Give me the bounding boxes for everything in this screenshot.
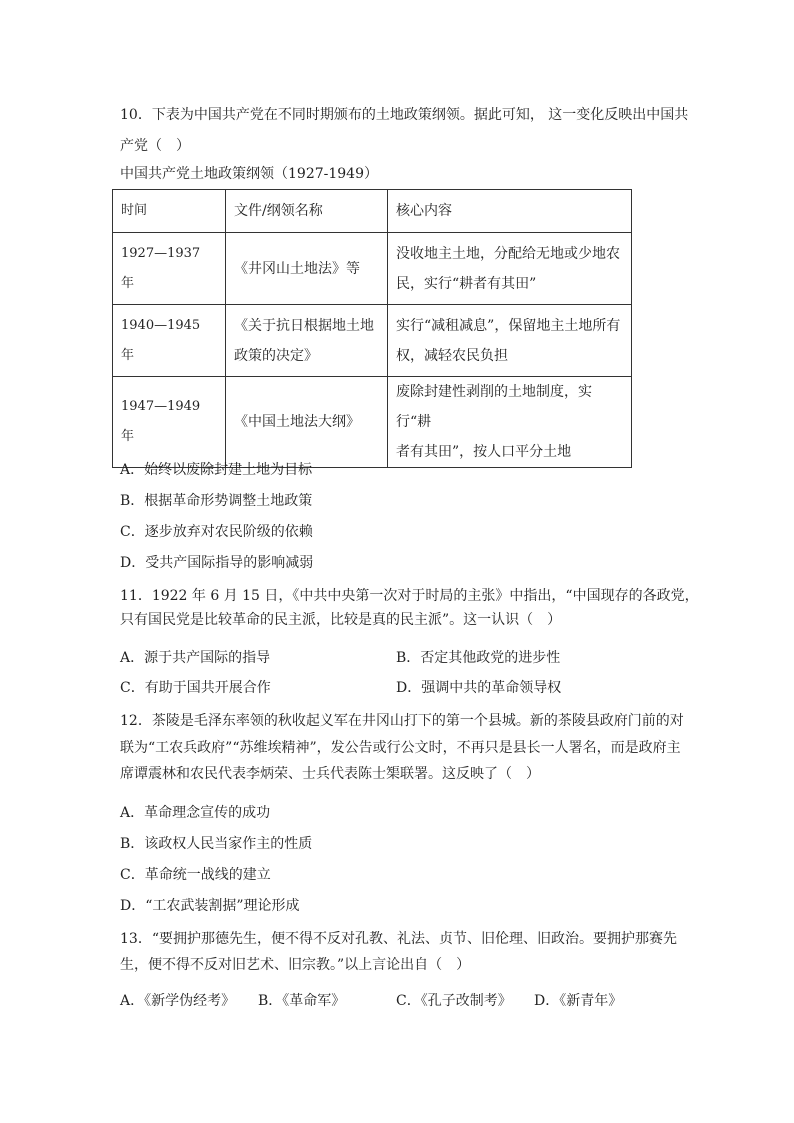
q11-stem-line1: 11．1922 年 6 月 15 日，《中共中央第一次对于时局的主张》中指出，“中国现存的各政党， — [120, 588, 699, 604]
cell-text-line: 《井冈山土地法》等 — [234, 260, 360, 277]
q12-stem-line3: 席谭震林和农民代表李炳荣、士兵代表陈士榘联署。这反映了（ ） — [120, 766, 540, 782]
q11-option-a: A．源于共产国际的指导 — [120, 650, 271, 666]
cell-text-line: 者有其田”，按人口平分土地 — [396, 444, 572, 460]
q12-option-c: C．革命统一战线的建立 — [120, 867, 271, 883]
q10-option-b: B．根据革命形势调整土地政策 — [120, 493, 313, 509]
cell-text-line: 实行“减租减息”，保留地主土地所有 — [396, 317, 621, 334]
q11-option-b: B．否定其他政党的进步性 — [396, 650, 561, 666]
cell-core-content — [388, 377, 632, 468]
cell-document-name — [226, 233, 388, 305]
q10-table-caption: 中国共产党土地政策纲领（1927-1949） — [120, 166, 378, 182]
q11-stem-line2: 只有国民党是比较革命的民主派，比较是真的民主派”。这一认识（ ） — [120, 612, 562, 628]
cell-document-name — [226, 305, 388, 377]
q12-option-b: B．该政权人民当家作主的性质 — [120, 836, 313, 852]
land-policy-table — [112, 189, 632, 468]
header-time: 时间 — [113, 190, 226, 233]
cell-period: 1940—1945 年 — [113, 305, 226, 377]
cell-period: 1947—1949 年 — [113, 377, 226, 468]
q12-option-d: D．“工农武装割据”理论形成 — [120, 898, 300, 914]
q11-option-d: D．强调中共的革命领导权 — [396, 680, 562, 696]
cell-period: 1927—1937 年 — [113, 233, 226, 305]
header-core-content: 核心内容 — [388, 190, 632, 233]
header-document-name: 文件/纲领名称 — [226, 190, 388, 233]
table-row — [113, 377, 632, 468]
q13-option-b: B．《革命军》 — [258, 993, 346, 1009]
q11-option-c: C．有助于国共开展合作 — [120, 680, 271, 696]
cell-text-line: 政策的决定》 — [234, 347, 318, 364]
cell-document-name — [226, 377, 388, 468]
q13-option-a: A．《新学伪经考》 — [120, 993, 236, 1009]
q13-option-c: C．《孔子改制考》 — [396, 993, 512, 1009]
cell-text-line: 没收地主土地，分配给无地或少地农 — [396, 245, 620, 262]
cell-text-line: 权，减轻农民负担 — [396, 347, 508, 364]
q12-stem-line2: 联为“工农兵政府”“苏维埃精神”，发公告或行公文时，不再只是县长一人署名，而是政府主 — [120, 740, 681, 756]
cell-text-line: 《关于抗日根据地土地 — [234, 317, 374, 334]
q10-stem-line2: 产党（ ） — [120, 138, 190, 154]
cell-text-line: 废除封建性剥削的土地制度，实行“耕 — [396, 384, 592, 430]
table-header-row — [113, 190, 632, 233]
q13-stem-line1: 13．“要拥护那德先生，便不得不反对孔教、礼法、贞节、旧伦理、旧政治。要拥护那赛先 — [120, 931, 677, 947]
cell-text-line: 《中国土地法大纲》 — [234, 414, 360, 430]
cell-core-content — [388, 233, 632, 305]
table-row — [113, 233, 632, 305]
table-row — [113, 305, 632, 377]
q10-option-d: D．受共产国际指导的影响减弱 — [120, 555, 314, 571]
cell-core-content — [388, 305, 632, 377]
q10-stem-line1: 10．下表为中国共产党在不同时期颁布的土地政策纲领。据此可知， 这一变化反映出中国共 — [120, 107, 689, 123]
q12-option-a: A．革命理念宣传的成功 — [120, 805, 271, 821]
q10-option-c: C．逐步放弃对农民阶级的依赖 — [120, 524, 313, 540]
q13-option-d: D．《新青年》 — [534, 993, 623, 1009]
q10-option-a: A．始终以废除封建土地为目标 — [120, 462, 313, 478]
cell-text-line: 民，实行“耕者有其田” — [396, 275, 537, 292]
q12-stem-line1: 12．茶陵是毛泽东率领的秋收起义军在井冈山打下的第一个县城。新的茶陵县政府门前的对 — [120, 713, 684, 729]
q13-stem-line2: 生，便不得不反对旧艺术、旧宗教。”以上言论出自（ ） — [120, 957, 471, 973]
